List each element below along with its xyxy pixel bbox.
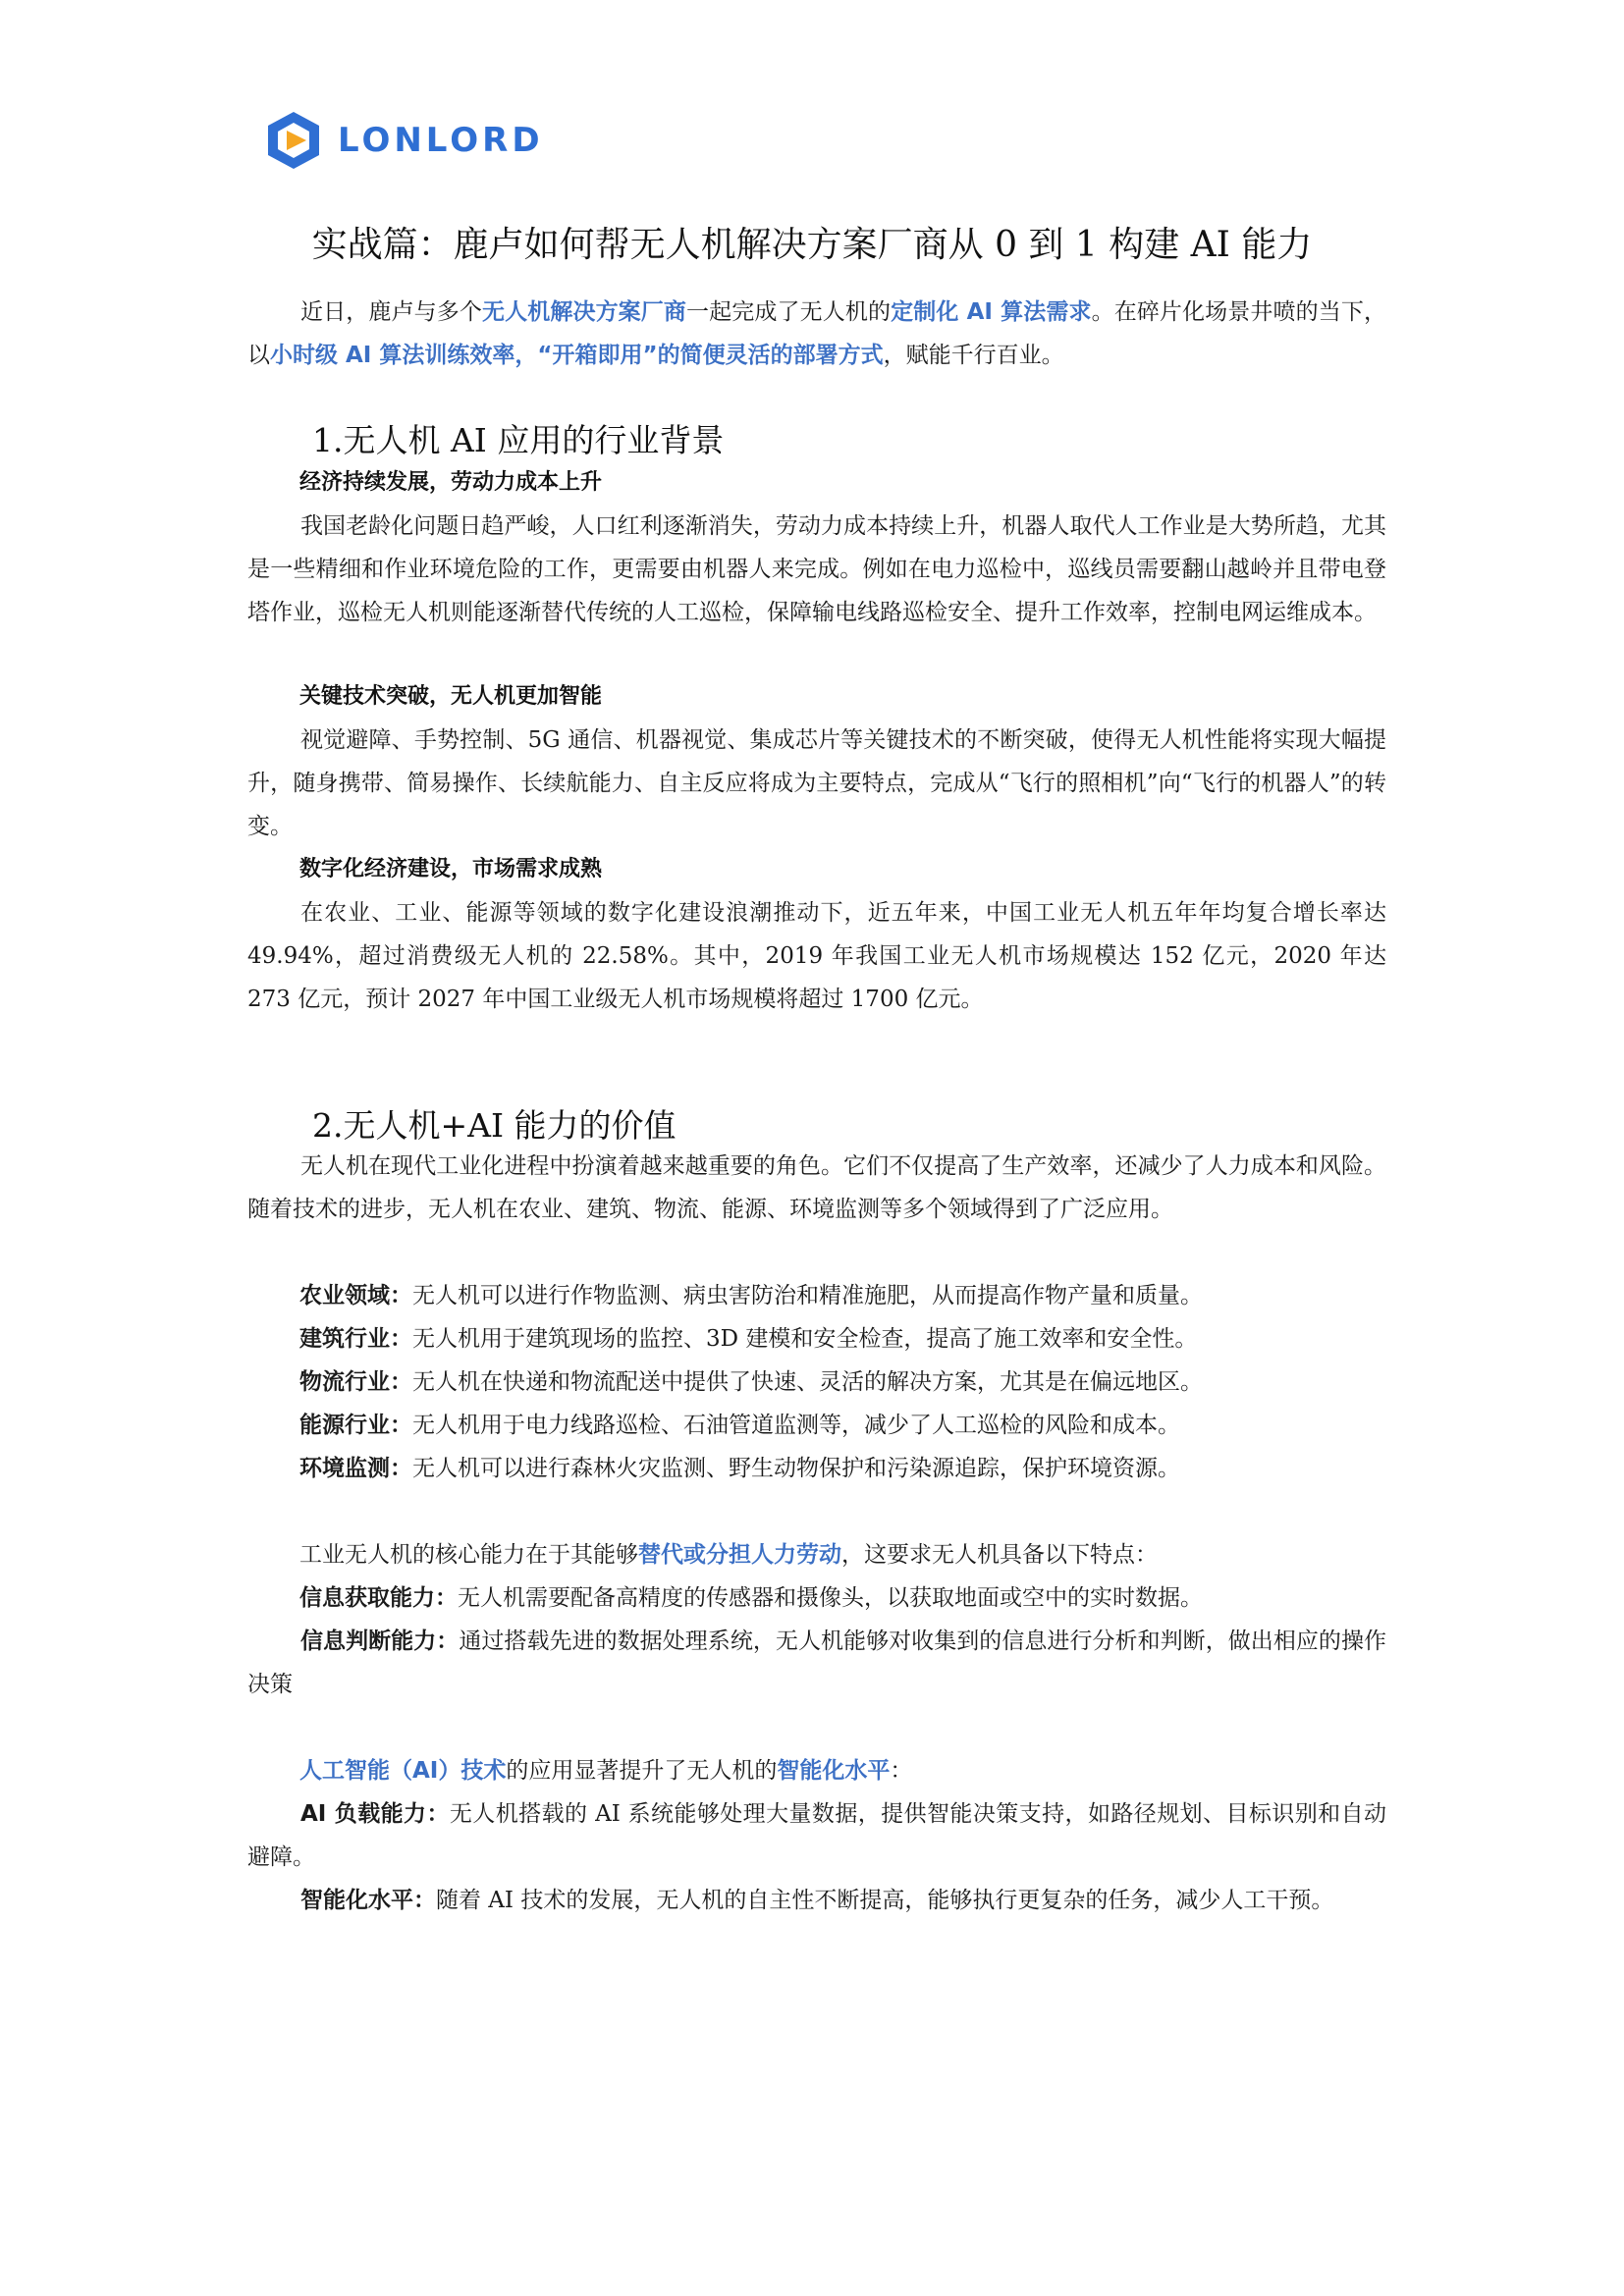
section1-paragraph1: 我国老龄化问题日趋严峻，人口红利逐渐消失，劳动力成本持续上升，机器人取代人工作业是大势所趋，尤其是一些精细和作业环境危险的工作，更需要由机器人来完成。例如在电力巡检中，巡线员需要翻山越岭并且带电登塔作业，巡检无人机则能逐渐替代传统的人工巡检，保障输电线路巡检安全、提升工作效率，控制电网运维成本。	[247, 513, 1386, 625]
ai-intro: 人工智能（AI）技术的应用显著提升了无人机的智能化水平：	[299, 1758, 913, 1784]
highlight-vendors: 无人机解决方案厂商	[481, 299, 687, 325]
field-item: 建筑行业：无人机用于建筑现场的监控、3D 建模和安全检查，提高了施工效率和安全性。	[299, 1326, 1198, 1352]
brand-logo	[265, 110, 544, 171]
ai-item: AI 负载能力：无人机搭载的 AI 系统能够处理大量数据，提供智能决策支持，如路径规划、目标识别和自动避障。	[247, 1801, 1386, 1870]
document-title: 实战篇：鹿卢如何帮无人机解决方案厂商从 0 到 1 构建 AI 能力	[311, 225, 1313, 265]
highlight-replace-labor: 替代或分担人力劳动	[638, 1542, 841, 1568]
section1-sub2: 关键技术突破，无人机更加智能	[299, 684, 603, 709]
section2-heading: 2.无人机+AI 能力的价值	[312, 1106, 677, 1145]
hexagon-logo-icon	[265, 110, 322, 171]
highlight-ai-tech: 人工智能（AI）技术	[299, 1758, 507, 1784]
field-item: 物流行业：无人机在快递和物流配送中提供了快速、灵活的解决方案，尤其是在偏远地区。	[299, 1369, 1203, 1395]
section1-paragraph3: 在农业、工业、能源等领域的数字化建设浪潮推动下，近五年来，中国工业无人机五年年均复合增长率达 49.94%，超过消费级无人机的 22.58%。其中，2019 年我国工业无人机市场规模达 152 亿元，2020 年达 273 亿元，预计 2027 年中国工业级无人机市场规模将超过 1700 亿元。	[247, 900, 1386, 1012]
field-item: 环境监测：无人机可以进行森林火灾监测、野生动物保护和污染源追踪，保护环境资源。	[299, 1456, 1180, 1481]
ability-item: 信息获取能力：无人机需要配备高精度的传感器和摄像头，以获取地面或空中的实时数据。	[299, 1585, 1203, 1611]
section2-intro: 无人机在现代工业化进程中扮演着越来越重要的角色。它们不仅提高了生产效率，还减少了人力成本和风险。随着技术的进步，无人机在农业、建筑、物流、能源、环境监测等多个领域得到了广泛应用。	[247, 1153, 1386, 1222]
brand-name: LONLORD	[338, 121, 544, 160]
highlight-intelligence: 智能化水平	[777, 1758, 891, 1784]
section1-heading: 1.无人机 AI 应用的行业背景	[312, 421, 725, 459]
lead-paragraph: 近日，鹿卢与多个无人机解决方案厂商一起完成了无人机的定制化 AI 算法需求。在碎片化场景井喷的当下，以小时级 AI 算法训练效率，“开箱即用”的简便灵活的部署方式，赋能千行百业。	[247, 299, 1387, 368]
section1-paragraph2: 视觉避障、手势控制、5G 通信、机器视觉、集成芯片等关键技术的不断突破，使得无人机性能将实现大幅提升，随身携带、简易操作、长续航能力、自主反应将成为主要特点，完成从“飞行的照相机”向“飞行的机器人”的转变。	[247, 727, 1386, 839]
core-ability-intro: 工业无人机的核心能力在于其能够替代或分担人力劳动，这要求无人机具备以下特点：	[299, 1542, 1158, 1568]
field-item: 能源行业：无人机用于电力线路巡检、石油管道监测等，减少了人工巡检的风险和成本。	[299, 1413, 1180, 1438]
highlight-custom-ai: 定制化 AI 算法需求	[891, 299, 1092, 325]
highlight-efficiency: 小时级 AI 算法训练效率，“开箱即用”的简便灵活的部署方式	[270, 343, 884, 368]
ai-item: 智能化水平：随着 AI 技术的发展，无人机的自主性不断提高，能够执行更复杂的任务，减少人工干预。	[300, 1888, 1334, 1913]
ability-item: 信息判断能力：通过搭载先进的数据处理系统，无人机能够对收集到的信息进行分析和判断，做出相应的操作决策	[247, 1629, 1387, 1697]
section1-sub3: 数字化经济建设，市场需求成熟	[299, 857, 603, 881]
field-item: 农业领域：无人机可以进行作物监测、病虫害防治和精准施肥，从而提高作物产量和质量。	[299, 1283, 1203, 1308]
section1-sub1: 经济持续发展，劳动力成本上升	[299, 470, 603, 495]
